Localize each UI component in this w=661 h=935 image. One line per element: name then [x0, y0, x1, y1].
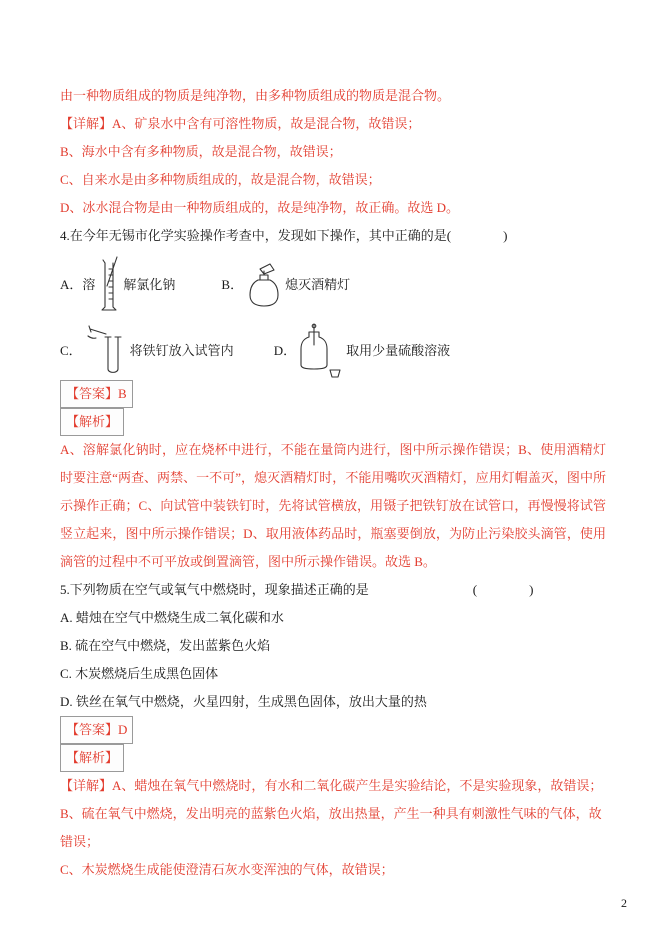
- q3-detail-b: B、海水中含有多种物质，故是混合物，故错误；: [60, 144, 342, 159]
- q5-option-d: D. 铁丝在氧气中燃烧，火星四射，生成黑色固体，放出大量的热: [60, 694, 427, 709]
- graduated-cylinder-icon: [99, 256, 119, 314]
- q4-option-a-label: A．溶: [60, 277, 96, 292]
- q5-option-a: A. 蜡烛在空气中燃烧生成二氧化碳和水: [60, 610, 284, 625]
- q4-option-b-text: 熄灭酒精灯: [285, 277, 351, 292]
- q5-detail-a: 【详解】A、蜡烛在氧气中燃烧时，有水和二氧化碳产生是实验结论，不是实验现象，故错误；: [60, 778, 603, 793]
- q4-options-row-1: [60, 254, 606, 316]
- q3-detail-d: D、冰水混合物是由一种物质组成的，故是纯净物，故正确。故选 D。: [60, 200, 460, 215]
- q4-option-c-text: 将铁钉放入试管内: [129, 343, 234, 358]
- q5-detail-c: C、木炭燃烧生成能使澄清石灰水变浑浊的气体，故错误；: [60, 862, 394, 877]
- q4-answer: 【答案】B: [60, 380, 133, 408]
- document-content: [60, 82, 606, 884]
- q5-option-b: B. 硫在空气中燃烧，发出蓝紫色火焰: [60, 638, 271, 653]
- q3-detail-c: C、自来水是由多种物质组成的，故是混合物，故错误；: [60, 172, 381, 187]
- q5-option-c: C. 木炭燃烧后生成黑色固体: [60, 666, 219, 681]
- q4-answer-line: [60, 380, 606, 408]
- q5-analysis-line: [60, 744, 606, 772]
- page-number: 2: [621, 896, 627, 910]
- q5-analysis-label: 【解析】: [60, 744, 124, 772]
- q4-option-a-text: 解氯化钠: [123, 277, 176, 292]
- q4-option-b-label: B．: [221, 277, 244, 292]
- q4-analysis-line: [60, 408, 606, 436]
- q4-stem: 4.在今年无锡市化学实验操作考查中，发现如下操作，其中正确的是( ): [60, 228, 508, 243]
- q4-analysis-label: 【解析】: [60, 408, 124, 436]
- q4-option-c-label: C．: [60, 343, 82, 358]
- q4-option-d-text: 取用少量硫酸溶液: [346, 343, 451, 358]
- q3-detail-a: 【详解】A、矿泉水中含有可溶性物质，故是混合物，故错误；: [60, 116, 421, 131]
- q5-answer: 【答案】D: [60, 716, 133, 744]
- q3-summary: 由一种物质组成的物质是纯净物，由多种物质组成的物质是混合物。: [60, 88, 451, 103]
- test-tube-nail-icon: [86, 325, 126, 377]
- alcohol-lamp-icon: [247, 262, 281, 308]
- q5-detail-b: B、硫在氧气中燃烧，发出明亮的蓝紫色火焰，放出热量，产生一种具有刺激性气味的气体，故错误；: [60, 806, 602, 849]
- q4-option-d-label: D．: [273, 343, 297, 358]
- reagent-bottle-icon: [300, 323, 342, 379]
- q5-answer-line: [60, 716, 606, 744]
- q5-stem: 5.下列物质在空气或氧气中燃烧时，现象描述正确的是 ( ): [60, 582, 534, 597]
- q4-explanation: A、溶解氯化钠时，应在烧杯中进行，不能在量筒内进行，图中所示操作错误；B、使用酒精灯时要注意“两查、两禁、一不可”，熄灭酒精灯时，不能用嘴吹灭酒精灯，应用灯帽盖灭，图中所示操作正确；C、向试管中装铁钉时，先将试管横放，用镊子把铁钉放在试管口，再慢慢将试管竖立起来，图中所示操作错误；D、取用液体药品时，瓶塞要倒放，为防止污染胶头滴管，使用滴管的过程中不可平放或倒置滴管，图中所示操作错误。故选 B。: [60, 442, 606, 569]
- q4-options-row-2: [60, 322, 606, 380]
